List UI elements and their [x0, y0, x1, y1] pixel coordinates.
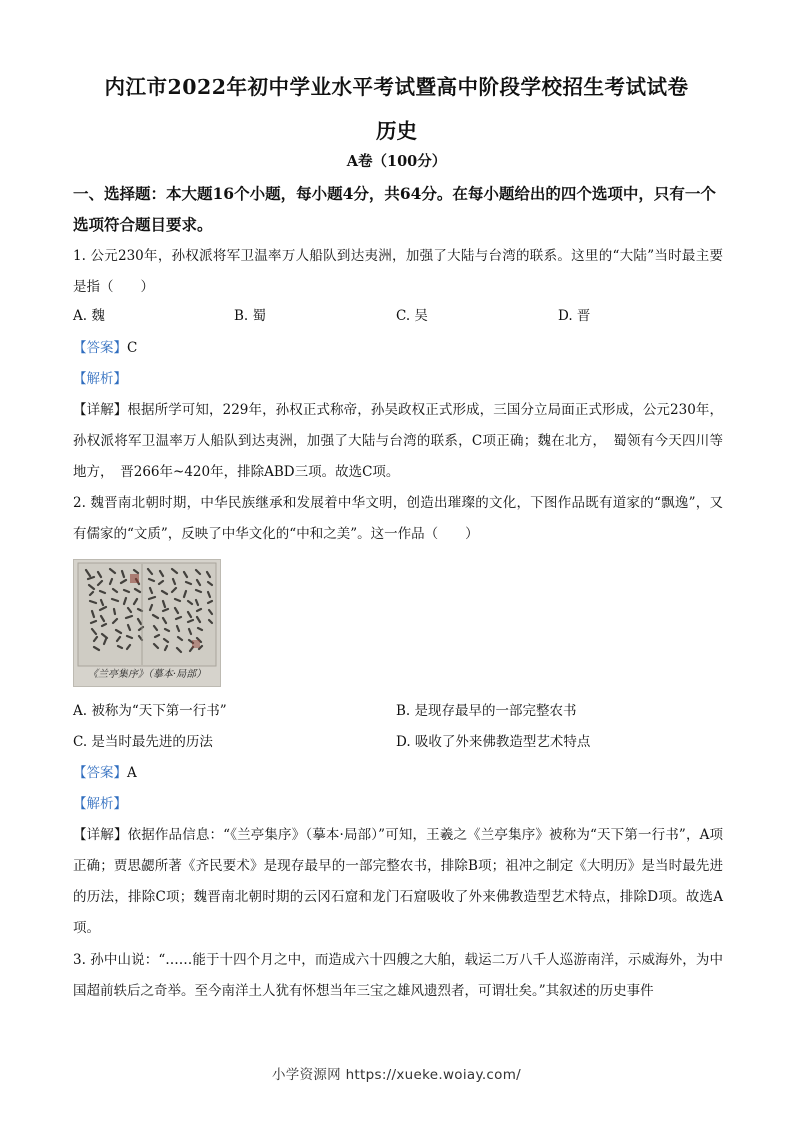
q1-stem: 1. 公元230年，孙权派将军卫温率万人船队到达夷洲，加强了大陆与台湾的联系。这里的“大陆”当时最主要是指（ ）: [73, 248, 723, 295]
q1-option-d: D. 晋: [558, 308, 591, 324]
q2-answer: [73, 758, 723, 789]
q2-detail: [73, 820, 723, 944]
answer-value: A: [127, 765, 137, 781]
q2-stem: 2. 魏晋南北朝时期，中华民族继承和发展着中华文明，创造出璀璨的文化，下图作品既有道家的“飘逸”，又有儒家的“文质”，反映了中华文化的“中和之美”。这一作品（ ）: [73, 495, 723, 542]
q3-stem: 3. 孙中山说：“……能于十四个月之中，而造成六十四艘之大舶，载运二万八千人巡游南洋，示威海外，为中国超前轶后之奇举。至今南洋土人犹有怀想当年三宝之雄风遗烈者，可谓壮矣。”其叙述的历史事件: [73, 952, 723, 999]
footer-watermark: 小学资源网 https://xueke.woiay.com/: [271, 1067, 522, 1083]
q1-analysis: [73, 364, 723, 395]
q2-option-d: D. 吸收了外来佛教造型艺术特点: [396, 734, 591, 750]
q1-option-c: C. 吴: [396, 308, 428, 324]
q2-option-b: B. 是现存最早的一部完整农书: [396, 703, 577, 719]
q1-answer: [73, 333, 723, 364]
analysis-tag: 【解析】: [73, 371, 127, 387]
figure-caption: 《兰亭集序》（摹本·局部）: [87, 669, 207, 680]
detail-tag: 【详解】: [73, 827, 128, 843]
q2-analysis: [73, 789, 723, 820]
exam-title: 内江市2022年初中学业水平考试暨高中阶段学校招生考试试卷: [104, 75, 689, 99]
section-heading: 一、选择题：本大题16个小题，每小题4分，共64分。在每小题给出的四个选项中，只有一个选项符合题目要求。: [73, 184, 716, 234]
lanting-calligraphy-image: [73, 559, 221, 687]
subject-title: 历史: [376, 119, 417, 143]
analysis-tag: 【解析】: [73, 796, 127, 812]
q2-option-c: C. 是当时最先进的历法: [73, 734, 213, 750]
q1-option-b: B. 蜀: [234, 308, 267, 324]
q1-detail: [73, 395, 723, 488]
answer-tag: 【答案】: [73, 340, 127, 356]
detail-text: 根据所学可知，229年，孙权正式称帝，孙吴政权正式形成，三国分立局面正式形成，公元230年，孙权派将军卫温率万人船队到达夷洲，加强了大陆与台湾的联系，C项正确；魏在北方， 蜀领有今天四川等地方， 晋266年~420年，排除ABD三项。故选C项。: [73, 402, 723, 480]
q1-option-a: A. 魏: [73, 308, 105, 324]
answer-tag: 【答案】: [73, 765, 127, 781]
detail-tag: 【详解】: [73, 402, 128, 418]
answer-value: C: [127, 340, 138, 356]
detail-text: 依据作品信息：“《兰亭集序》（摹本·局部）”可知，王羲之《兰亭集序》被称为“天下第一行书”，A项正确；贾思勰所著《齐民要术》是现存最早的一部完整农书，排除B项；祖冲之制定《大明历》是当时最先进的历法，排除C项；魏晋南北朝时期的云冈石窟和龙门石窟吸收了外来佛教造型艺术特点，排除D项。故选A项。: [73, 827, 724, 936]
q2-option-a: A. 被称为“天下第一行书”: [73, 703, 227, 719]
paper-section-label: A卷（100分）: [346, 153, 447, 170]
